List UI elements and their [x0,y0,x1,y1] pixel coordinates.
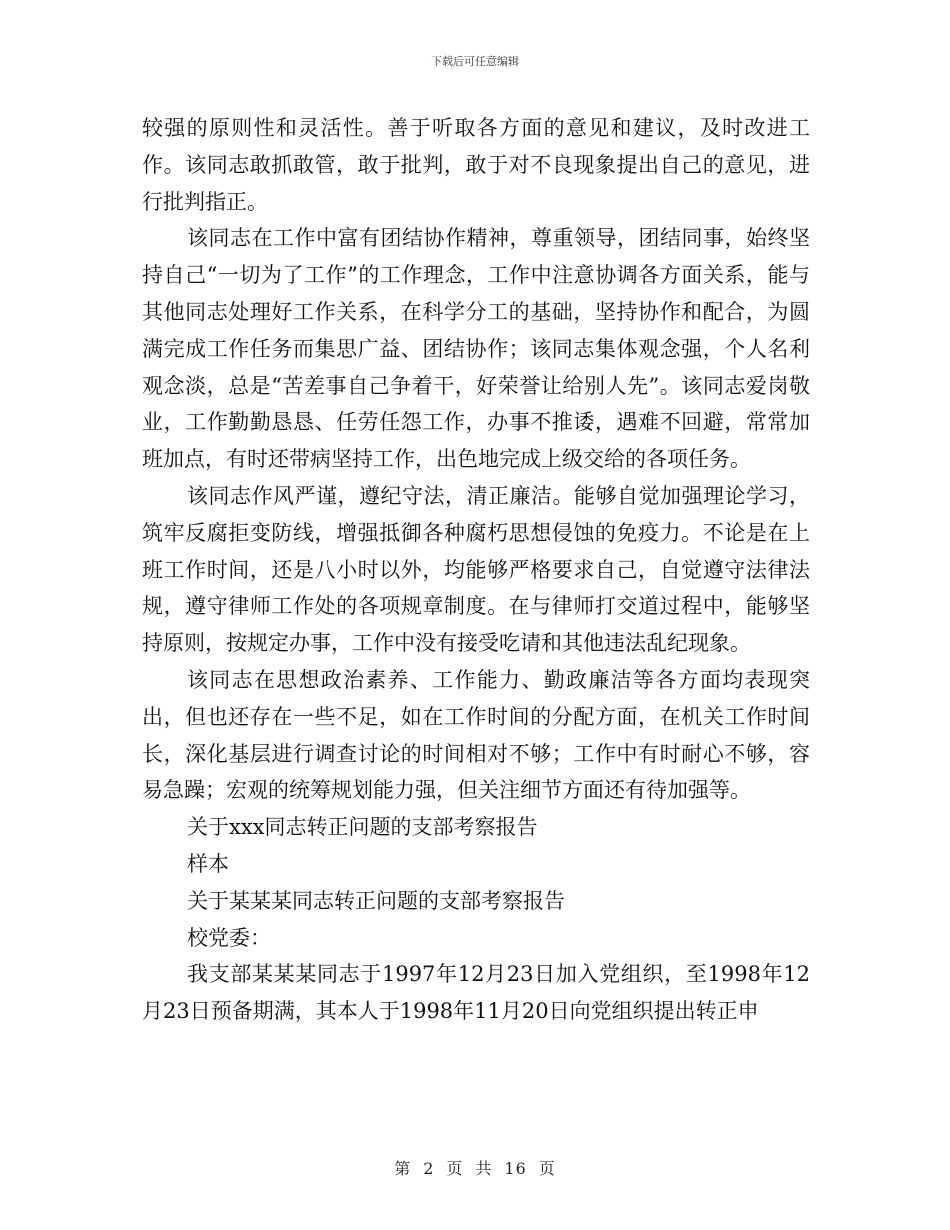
paragraph-teamwork: 该同志在工作中富有团结协作精神，尊重领导，团结同事，始终坚持自己“一切为了工作”的工作理念，工作中注意协调各方面关系，能与其他同志处理好工作关系，在科学分工的基础，坚持协作和配合，为圆满完成工作任务而集思广益、团结协作；该同志集体观念强，个人名利观念淡，总是“苦差事自己争着干，好荣誉让给别人先”。该同志爱岗敬业，工作勤勤恳恳、任劳任怨工作，办事不推诿，遇难不回避，常常加班加点，有时还带病坚持工作，出色地完成上级交给的各项任务。 [142,226,810,472]
report-title-xxx: 关于xxx同志转正问题的支部考察报告 [187,815,538,840]
report-title-sample: 关于某某某同志转正问题的支部考察报告 [187,888,565,913]
footer-total-pages: 16 [504,1159,527,1178]
paragraph-report-intro: 我支部某某某同志于1997年12月23日加入党组织，至1998年12月23日预备期满，其本人于1998年11月20日向党组织提出转正申 [142,962,810,1024]
footer-prefix: 第 [394,1159,412,1178]
salutation: 校党委： [187,925,271,950]
paragraph-continuation: 较强的原则性和灵活性。善于听取各方面的意见和建议，及时改进工作。该同志敢抓敢管，敢于批判，敢于对不良现象提出自己的意见，进行批判指正。 [142,116,810,214]
paragraph-integrity: 该同志作风严谨，遵纪守法，清正廉洁。能够自觉加强理论学习，筑牢反腐拒变防线，增强抵御各种腐朽思想侵蚀的免疫力。不论是在上班工作时间，还是八小时以外，均能够严格要求自己，自觉遵守法律法规，遵守律师工作处的各项规章制度。在与律师打交道过程中，能够坚持原则，按规定办事，工作中没有接受吃请和其他违法乱纪现象。 [142,483,810,656]
document-body [142,110,810,1030]
footer-total-label: 共 [475,1159,493,1178]
page-header-note: 下载后可任意编辑 [431,55,519,68]
sample-label: 样本 [187,851,229,876]
footer-suffix: 页 [538,1159,556,1178]
footer-current-page: 2 [423,1159,435,1178]
footer-page-label: 页 [446,1159,464,1178]
paragraph-shortcomings: 该同志在思想政治素养、工作能力、勤政廉洁等各方面均表现突出，但也还存在一些不足，如在工作时间的分配方面，在机关工作时间长，深化基层进行调查讨论的时间相对不够；工作中有时耐心不够，容易急躁；宏观的统筹规划能力强，但关注细节方面还有待加强等。 [142,667,810,803]
page-footer [0,1156,950,1179]
